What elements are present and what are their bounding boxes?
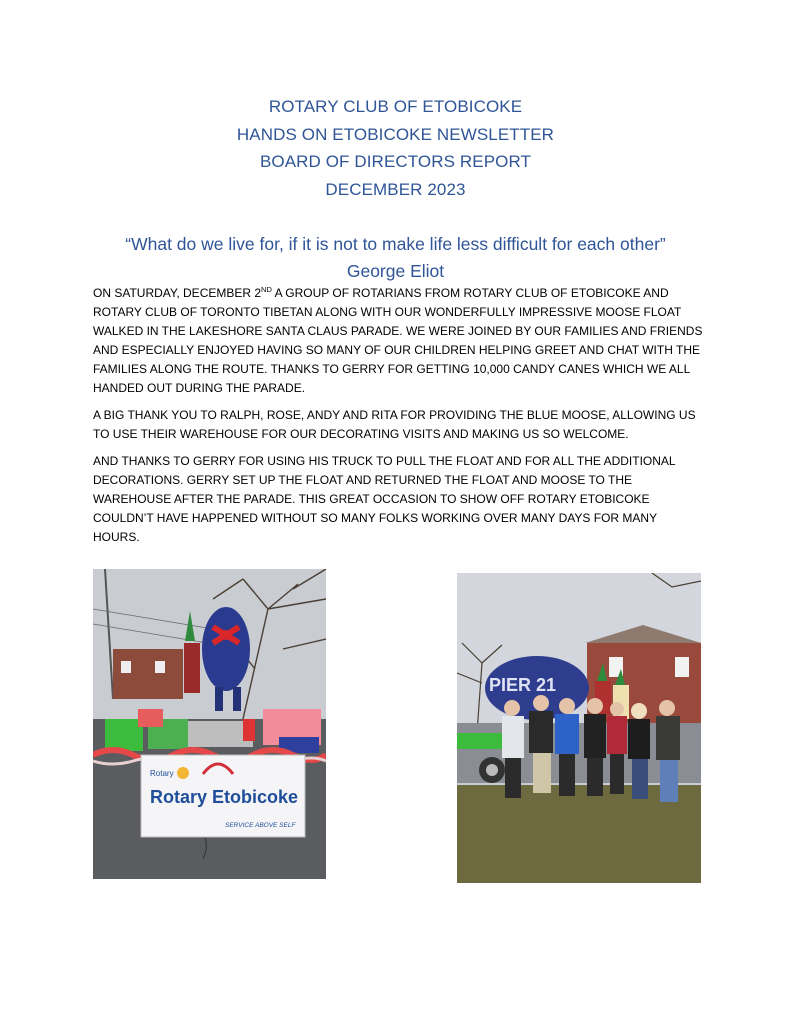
paragraph-thanks-gerry: AND THANKS TO GERRY FOR USING HIS TRUCK TO PULL THE FLOAT AND FOR ALL THE ADDITIONAL DECORATIONS. GERRY SET UP THE FLOAT AND RETURNED THE FLOAT AND MOOSE TO THE WAREHOUSE AFTER THE PARADE. THIS GREAT OCCASION TO SHOW OFF ROTARY ETOBICOKE COULDN’T HAVE HAPPENED WITHOUT SO MANY FOLKS WORKING OVER MANY DAYS FOR MANY HOURS.: [93, 454, 676, 544]
report-title: BOARD OF DIRECTORS REPORT: [259, 152, 532, 171]
ordinal-suffix: ND: [261, 285, 272, 294]
club-name: ROTARY CLUB OF ETOBICOKE: [268, 97, 523, 116]
banner-rotary-small: Rotary: [150, 769, 174, 778]
paragraph-thanks-moose: A BIG THANK YOU TO RALPH, ROSE, ANDY AND RITA FOR PROVIDING THE BLUE MOOSE, ALLOWING US TO USE THEIR WAREHOUSE FOR OUR DECORATING VISITS AND MAKING US SO WELCOME.: [93, 408, 696, 441]
group-photo-graphic: [457, 573, 701, 883]
report-body: [93, 284, 705, 555]
quote-text: “What do we live for, if it is not to make life less difficult for each other”: [125, 234, 666, 254]
quote-block: [0, 231, 791, 285]
banner-rotary-etobicoke: Rotary Etobicoke: [150, 787, 299, 807]
paragraph-parade-rest: A GROUP OF ROTARIANS FROM ROTARY CLUB OF ETOBICOKE AND ROTARY CLUB OF TORONTO TIBETAN ALONG WITH OUR WONDERFULLY IMPRESSIVE MOOSE FLOAT WALKED IN THE LAKESHORE SANTA CLAUS PARADE. WE WERE JOINED BY OUR FAMILIES AND FRIENDS AND ESPECIALLY ENJOYED HAVING SO MANY OF OUR CHILDREN HELPING GREET AND CHAT WITH THE FAMILIES ALONG THE ROUTE. THANKS TO GERRY FOR GETTING 10,000 CANDY CANES WHICH WE ALL HANDED OUT DURING THE PARADE.: [93, 286, 703, 395]
float-photo-graphic: [93, 569, 326, 879]
paragraph-parade-start: ON SATURDAY, DECEMBER 2: [93, 286, 262, 300]
newsletter-header: [0, 93, 791, 203]
quote-author: George Eliot: [346, 261, 445, 281]
newsletter-title: HANDS ON ETOBICOKE NEWSLETTER: [236, 124, 555, 144]
float-photo: [93, 569, 326, 879]
paragraph-parade: [93, 284, 705, 398]
group-photo: [457, 573, 701, 883]
banner-motto: SERVICE ABOVE SELF: [225, 822, 296, 829]
pier21-sign: PIER 21: [489, 675, 557, 695]
report-date: DECEMBER 2023: [325, 179, 466, 199]
